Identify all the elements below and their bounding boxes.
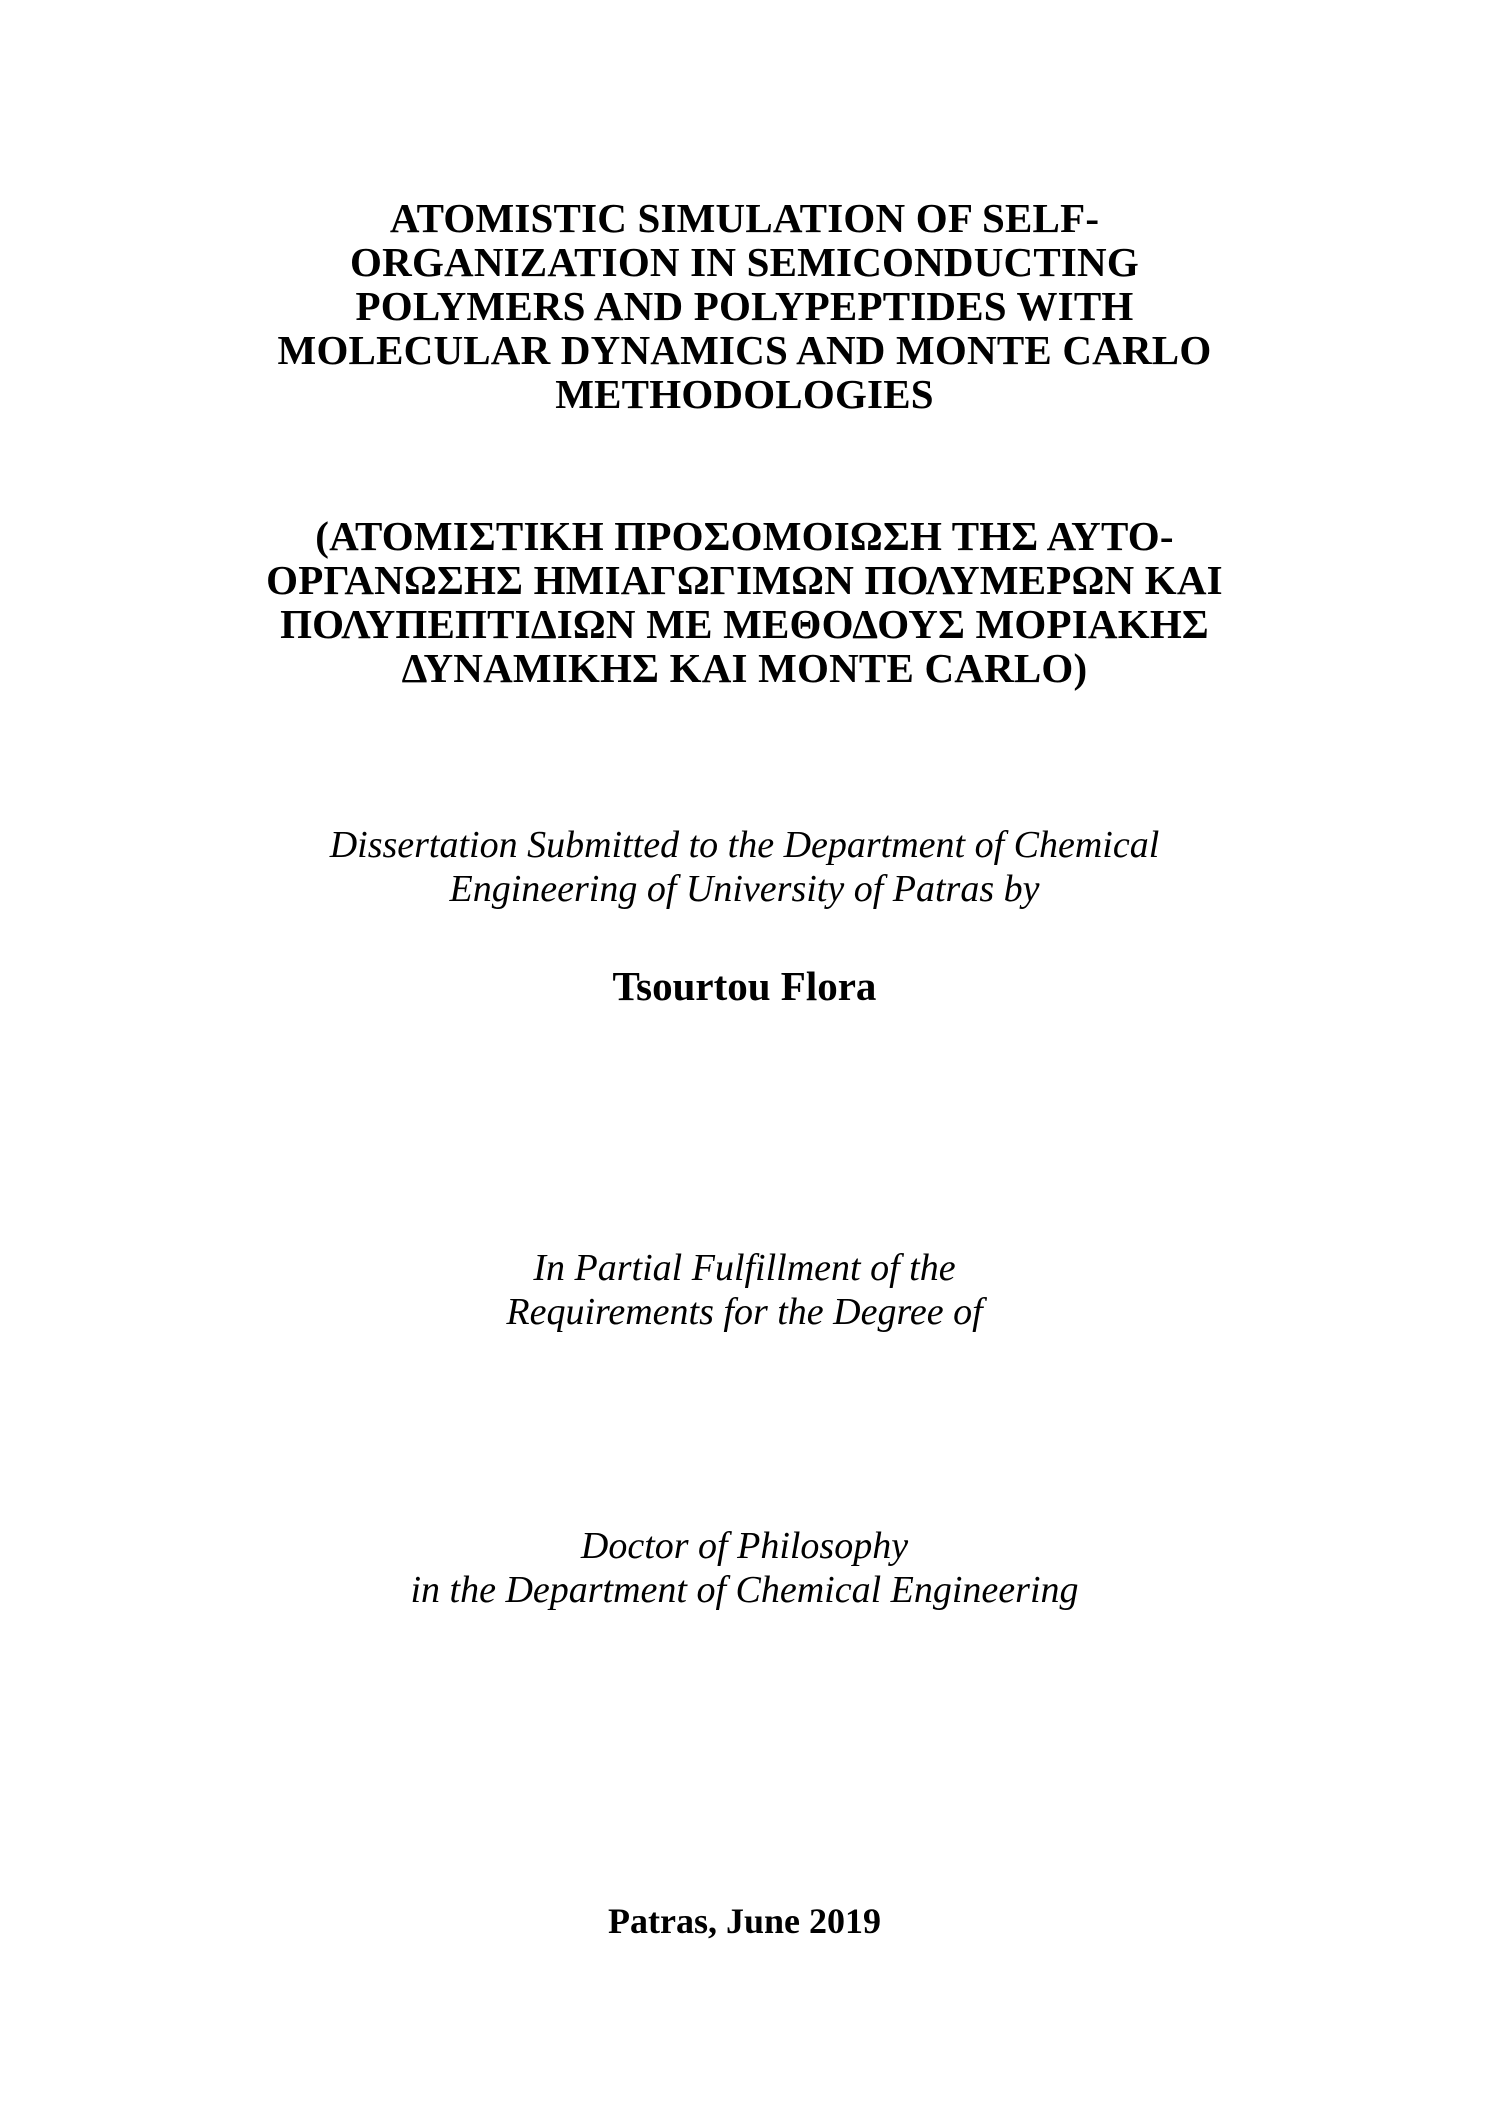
english-title-line: POLYMERS AND POLYPEPTIDES WITH [355,283,1134,329]
greek-title-line: ΔΥΝΑΜΙΚΗΣ ΚΑΙ MONTE CARLO) [401,645,1088,691]
english-title-line: ATOMISTIC SIMULATION OF SELF- [389,195,1100,241]
submission-line: Dissertation Submitted to the Department of Chemical [329,824,1160,866]
degree-line: in the Department of Chemical Engineering [410,1569,1079,1611]
degree-statement [0,1524,1489,1612]
greek-title-line: ΟΡΓΑΝΩΣΗΣ ΗΜΙΑΓΩΓΙΜΩΝ ΠΟΛΥΜΕΡΩΝ ΚΑΙ [266,557,1223,603]
english-title-line: MOLECULAR DYNAMICS AND MONTE CARLO [277,327,1212,373]
fulfillment-line: Requirements for the Degree of [506,1291,983,1333]
english-title [0,196,1489,416]
english-title-line: ORGANIZATION IN SEMICONDUCTING [350,239,1139,285]
greek-title-line: (ΑΤΟΜΙΣΤΙΚΗ ΠΡΟΣΟΜΟΙΩΣΗ ΤΗΣ ΑΥΤΟ- [315,513,1174,559]
submission-statement [0,823,1489,911]
greek-title-line: ΠΟΛΥΠΕΠΤΙΔΙΩΝ ΜΕ ΜΕΘΟΔΟΥΣ ΜΟΡΙΑΚΗΣ [280,601,1209,647]
place-and-date: Patras, June 2019 [608,1901,881,1941]
author-name: Tsourtou Flora [612,963,877,1009]
submission-line: Engineering of University of Patras by [449,868,1040,910]
fulfillment-statement [0,1246,1489,1334]
fulfillment-line: In Partial Fulfillment of the [533,1247,956,1289]
english-title-line: METHODOLOGIES [555,371,934,417]
greek-title [0,514,1489,690]
degree-line: Doctor of Philosophy [580,1525,909,1567]
